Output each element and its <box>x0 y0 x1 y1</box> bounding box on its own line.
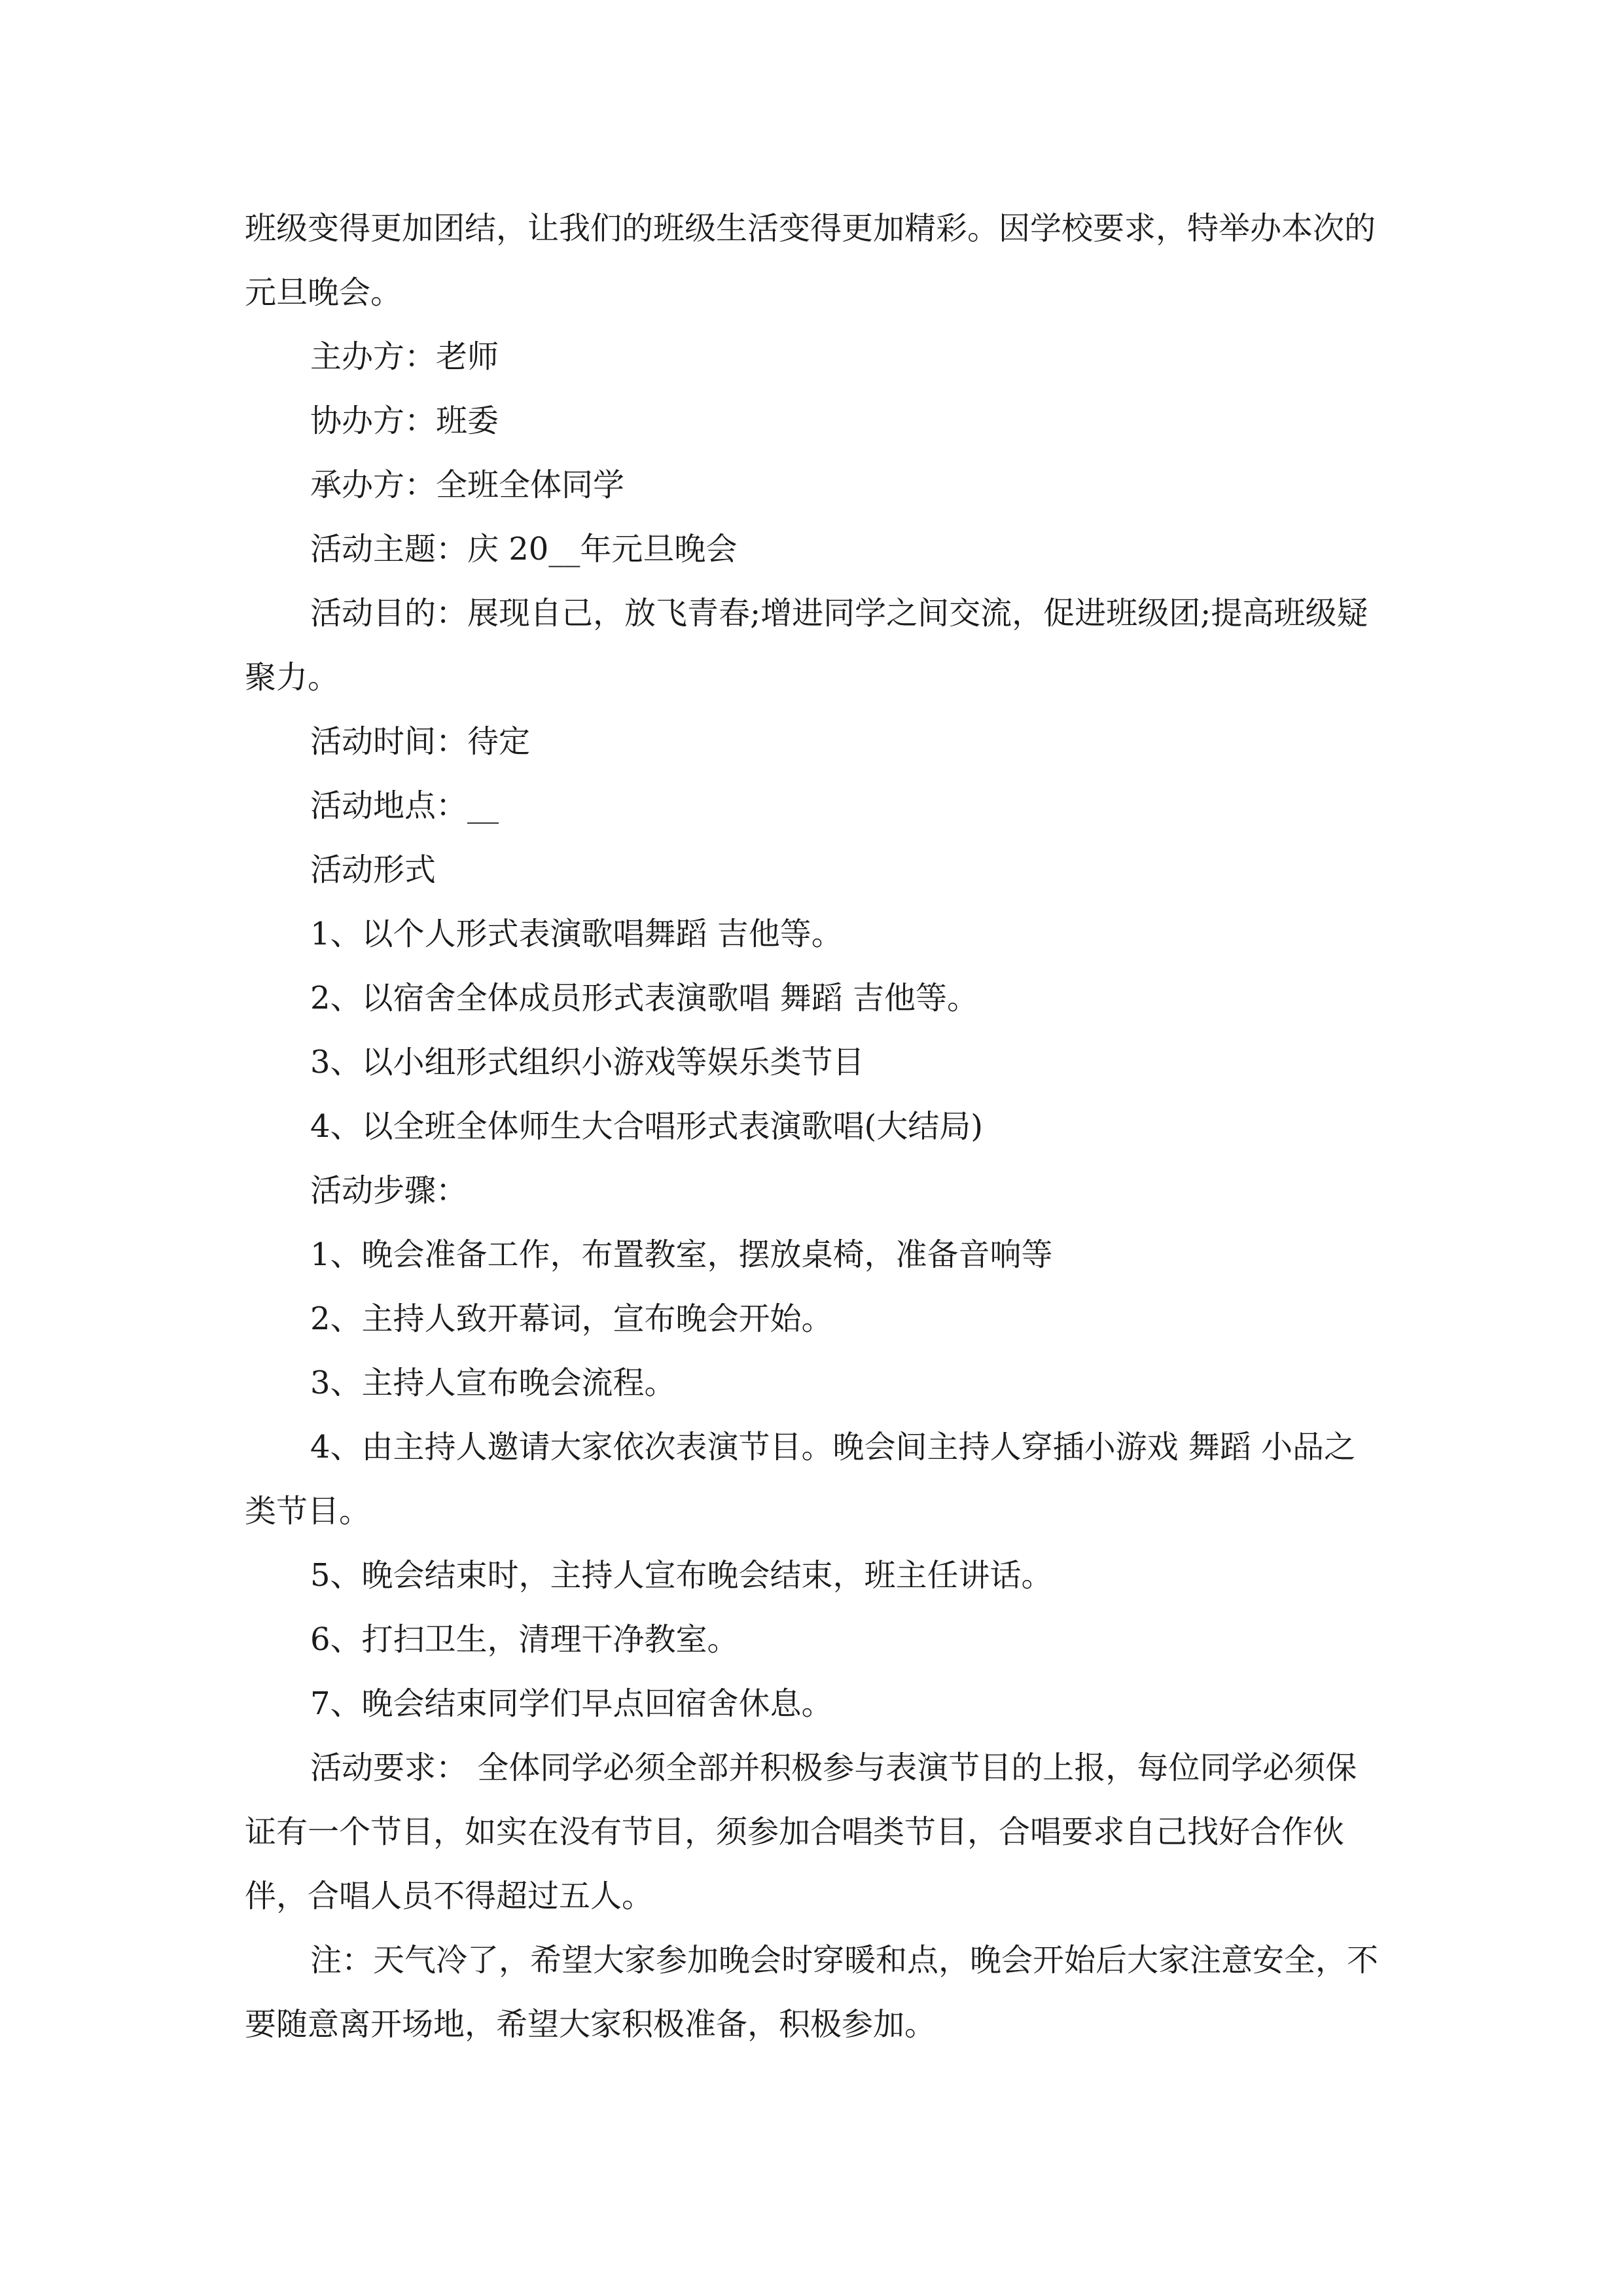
list-item-format-4: 4、以全班全体师生大合唱形式表演歌唱(大结局) <box>310 1108 983 1145</box>
paragraph-theme: 活动主题：庆 20__年元旦晚会 <box>310 531 738 567</box>
list-item-step-7: 7、晚会结束同学们早点回宿舍休息。 <box>310 1685 833 1722</box>
list-item-step-3: 3、主持人宣布晚会流程。 <box>310 1365 676 1401</box>
paragraph-time: 活动时间：待定 <box>310 723 531 760</box>
paragraph-purpose: 活动目的：展现自己，放飞青春;增进同学之间交流，促进班级团;提高班级疑聚力。 <box>245 595 1368 696</box>
list-item-step-6: 6、打扫卫生，清理干净教室。 <box>310 1621 739 1658</box>
list-item-format-1: 1、以个人形式表演歌唱舞蹈 吉他等。 <box>310 916 843 952</box>
list-item-step-5: 5、晚会结束时，主持人宣布晚会结束，班主任讲话。 <box>310 1557 1053 1594</box>
paragraph-intro-continued: 班级变得更加团结，让我们的班级生活变得更加精彩。因学校要求，特举办本次的元旦晚会。 <box>245 210 1376 311</box>
section-heading-format: 活动形式 <box>310 852 437 888</box>
paragraph-undertaker: 承办方：全班全体同学 <box>310 467 625 503</box>
list-item-step-4: 4、由主持人邀请大家依次表演节目。晚会间主持人穿插小游戏 舞蹈 小品之类节目。 <box>245 1429 1356 1530</box>
paragraph-co-organizer: 协办方：班委 <box>310 403 499 439</box>
paragraph-location: 活动地点：__ <box>310 787 499 824</box>
paragraph-note: 注：天气冷了，希望大家参加晚会时穿暖和点，晚会开始后大家注意安全，不要随意离开场地，希望大家积极准备，积极参加。 <box>245 1942 1379 2043</box>
section-heading-steps: 活动步骤： <box>310 1172 468 1209</box>
list-item-step-2: 2、主持人致开幕词，宣布晚会开始。 <box>310 1300 833 1337</box>
list-item-format-3: 3、以小组形式组织小游戏等娱乐类节目 <box>310 1044 865 1081</box>
list-item-format-2: 2、以宿舍全体成员形式表演歌唱 舞蹈 吉他等。 <box>310 980 979 1016</box>
paragraph-requirements: 活动要求： 全体同学必须全部并积极参与表演节目的上报，每位同学必须保证有一个节目，如实在没有节目，须参加合唱类节目，合唱要求自己找好合作伙伴，合唱人员不得超过五人。 <box>245 1749 1357 1914</box>
paragraph-organizer: 主办方：老师 <box>310 338 499 375</box>
list-item-step-1: 1、晚会准备工作，布置教室，摆放桌椅，准备音响等 <box>310 1236 1053 1273</box>
document-body <box>245 196 1380 2056</box>
